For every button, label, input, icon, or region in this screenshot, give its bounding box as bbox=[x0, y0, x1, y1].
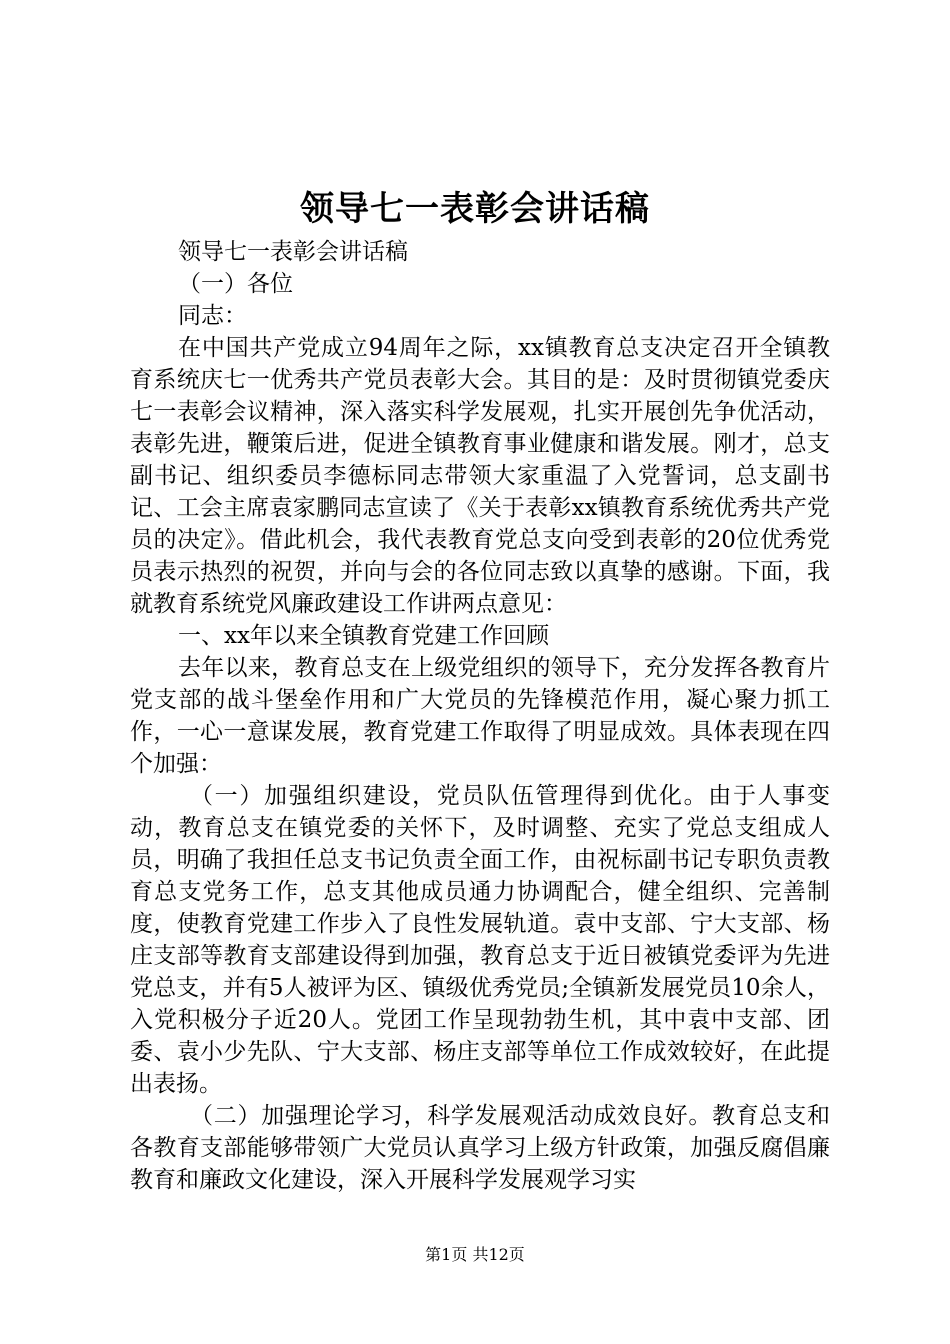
body-paragraph-salutation-1: （一）各位 bbox=[178, 271, 293, 297]
body-paragraph-salutation-2: 同志： bbox=[178, 303, 247, 329]
body-paragraph-subtitle: 领导七一表彰会讲话稿 bbox=[178, 239, 408, 265]
body-paragraph-organization: （一）加强组织建设，党员队伍管理得到优化。由于人事变动，教育总支在镇党委的关怀下，及时调整、充实了党总支组成人员，明确了我担任总支书记负责全面工作，由祝标副书记专职负责教育总支党务工作，总支其他成员通力协调配合，健全组织、完善制度，使教育党建工作步入了良性发展轨道。袁中支部、宁大支部、杨庄支部等教育支部建设得到加强，教育总支于近日被镇党委评为先进党总支，并有5人被评为区、镇级优秀党员;全镇新发展党员10余人，入党积极分子近20人。党团工作呈现勃勃生机，其中袁中支部、团委、袁小少先队、宁大支部、杨庄支部等单位工作成效较好，在此提出表扬。 bbox=[130, 783, 830, 1097]
section-heading-review: 一、xx年以来全镇教育党建工作回顾 bbox=[178, 623, 549, 649]
body-paragraph-opening: 在中国共产党成立94周年之际，xx镇教育总支决定召开全镇教育系统庆七一优秀共产党员表彰大会。其目的是：及时贯彻镇党委庆七一表彰会议精神，深入落实科学发展观，扎实开展创先争优活动，表彰先进，鞭策后进，促进全镇教育事业健康和谐发展。刚才，总支副书记、组织委员李德标同志带领大家重温了入党誓词，总支副书记、工会主席袁家鹏同志宣读了《关于表彰xx镇教育系统优秀共产党员的决定》。借此机会，我代表教育党总支向受到表彰的20位优秀党员表示热烈的祝贺，并向与会的各位同志致以真挚的感谢。下面，我就教育系统党风廉政建设工作讲两点意见： bbox=[130, 335, 830, 617]
document-body bbox=[130, 236, 830, 1196]
body-paragraph-theory-study: （二）加强理论学习，科学发展观活动成效良好。教育总支和各教育支部能够带领广大党员认真学习上级方针政策，加强反腐倡廉教育和廉政文化建设，深入开展科学发展观学习实 bbox=[130, 1103, 830, 1193]
body-paragraph-review: 去年以来，教育总支在上级党组织的领导下，充分发挥各教育片党支部的战斗堡垒作用和广大党员的先锋模范作用，凝心聚力抓工作，一心一意谋发展，教育党建工作取得了明显成效。具体表现在四个加强： bbox=[130, 655, 830, 777]
document-title: 领导七一表彰会讲话稿 bbox=[300, 189, 650, 229]
page-number-footer: 第1页 共12页 bbox=[425, 1245, 525, 1264]
